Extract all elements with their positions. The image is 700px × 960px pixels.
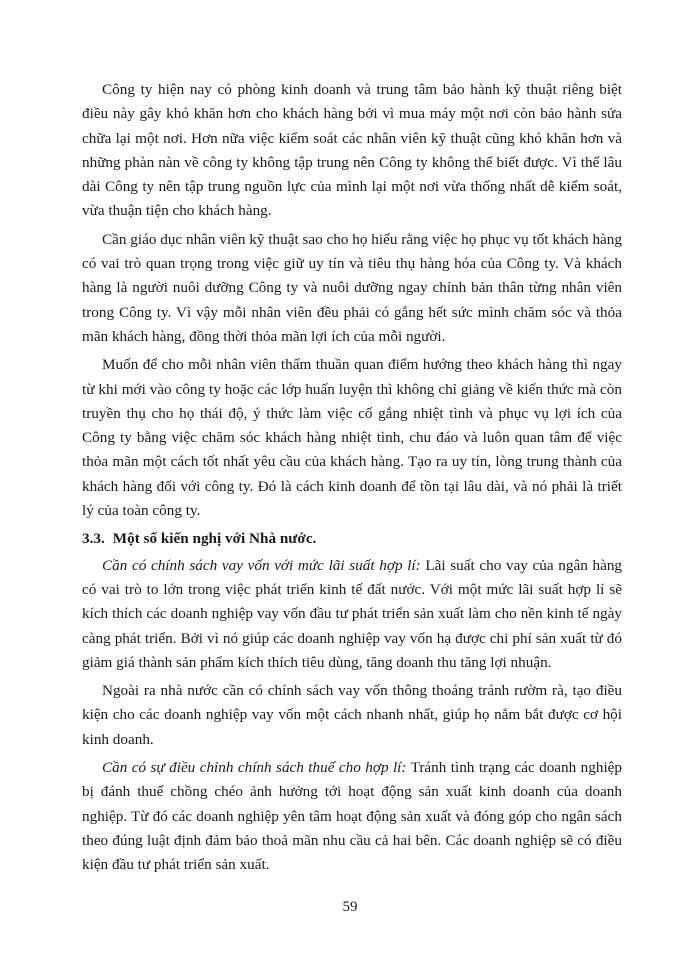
tax-policy-lead: Cần có sự điều chỉnh chính sách thuế cho hợp lí: [102,759,407,777]
loan-policy-lead: Cần có chính sách vay vốn với mức lãi suất hợp lí: [102,556,421,574]
page-body [82,78,622,882]
page-number: 59 [342,899,358,915]
paragraph-loan-procedure: Ngoài ra nhà nước cần có chính sách vay vốn thông thoáng tránh rườm rà, tạo điều kiện cho các doanh nghiệp vay vốn một cách nhanh nhất, giúp họ nắm bắt được cơ hội kinh doanh. [82,682,622,748]
section-heading [82,527,622,551]
paragraph-customer-orientation: Muốn để cho mỗi nhân viên thấm thuần quan điểm hướng theo khách hàng thì ngay từ khi mới vào công ty hoặc các lớp huấn luyện thì không chỉ giảng về kiến thức mà còn truyền thụ cho họ thái độ, ý thức làm việc cố gắng nhiệt tình và phục vụ lợi ích của Công ty bằng việc chăm sóc khách hàng nhiệt tình, chu đáo và luôn quan tâm để việc thỏa mãn một cách tốt nhất yêu cầu của khách hàng. Tạo ra uy tín, lòng trung thành của khách hàng đối với công ty. Đó là cách kinh doanh để tồn tại lâu dài, và nó phải là triết lý của toàn công ty. [82,356,622,520]
paragraph-loan-policy [82,554,622,675]
paragraph-staff-education: Cần giáo dục nhân viên kỹ thuật sao cho họ hiểu rằng việc họ phục vụ tốt khách hàng có vai trò quan trọng trong việc giữ uy tín và tiêu thụ hàng hóa của Công ty. Và khách hàng là người nuôi dưỡng Công ty và nuôi dưỡng ngay chính bản thân từng nhân viên trong Công ty. Vì vậy mỗi nhân viên đều phải có gắng hết sức mình chăm sóc và thỏa mãn khách hàng, đồng thời thỏa mãn lợi ích của mỗi người. [82,230,622,345]
tax-policy-body: Tránh tình trạng các doanh nghiệp bị đánh thuế chồng chéo ảnh hưởng tới hoạt động sản xuất kinh doanh của doanh nghiệp. Từ đó các doanh nghiệp yên tâm hoạt động sản xuất và đóng góp cho ngân sách theo đúng luật định đảm bảo thoả mãn nhu cầu cả hai bên. Các doanh nghiệp sẽ có điều kiện đầu tư phát triển sản xuất. [82,759,622,874]
section-title: Một số kiến nghị với Nhà nước. [112,530,317,548]
paragraph-branch-consolidation: Công ty hiện nay có phòng kinh doanh và trung tâm bảo hành kỹ thuật riêng biệt điều này gây khó khăn hơn cho khách hàng bởi vì mua máy một nơi còn bảo hành sửa chữa lại một nơi. Hơn nữa việc kiểm soát các nhân viên kỹ thuật cũng khó khăn hơn và những phàn nàn về công ty không tập trung nên Công ty không thể biết được. Vì thế lâu dài Công ty nên tập trung nguồn lực của mình lại một nơi vừa thống nhất dễ kiểm soát, vừa thuận tiện cho khách hàng. [82,81,622,220]
paragraph-tax-policy [82,756,622,877]
loan-policy-body: Lãi suất cho vay của ngân hàng có vai trò to lớn trong việc phát triển kinh tế đất nước. Với một mức lãi suất hợp lí sẽ kích thích các doanh nghiệp vay vốn đầu tư phát triển sản xuất làm cho nền kinh tế ngày càng phát triển. Bởi vì nó giúp các doanh nghiệp vay vốn hạ được chi phí sản xuất từ đó giảm giá thành sản phẩm kích thích tiêu dùng, tăng doanh thu tăng lợi nhuận. [82,556,623,671]
section-number: 3.3. [82,530,105,548]
